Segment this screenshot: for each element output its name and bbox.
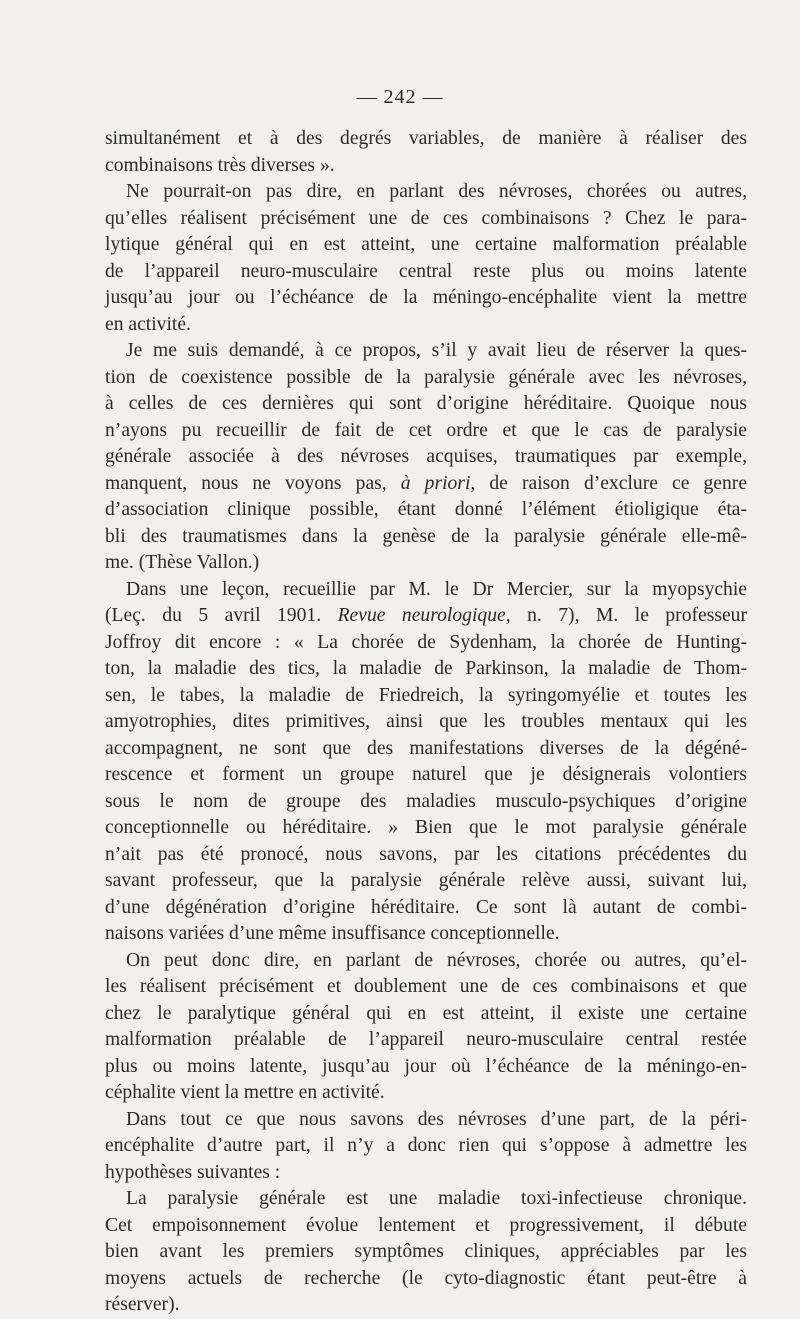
text-line <box>105 1213 747 1240</box>
text-line <box>105 709 747 736</box>
text-line <box>105 1186 747 1213</box>
text-line-main: sen, le tabes, la maladie de Friedreich, la syringomyélie et toutes les <box>105 684 747 706</box>
text-line-main: rescence et forment un groupe naturel que je désignerais volontiers <box>105 764 747 785</box>
text-line-main: simultanément et à des degrés variables, de manière à réaliser des <box>105 128 747 149</box>
text-line <box>105 1107 747 1134</box>
text-line <box>105 524 747 551</box>
text-line-main: Ne pourrait-on pas dire, en parlant des névroses, chorées ou autres, <box>126 181 747 202</box>
text-line <box>105 365 747 392</box>
text-line-main: moyens actuels de recherche (le cyto-diagnostic étant peut-être à <box>105 1267 747 1289</box>
text-line <box>105 1160 747 1187</box>
text-line <box>105 179 747 206</box>
text-line-main: à celles de ces dernières qui sont d’origine héréditaire. Quoique nous <box>105 393 747 414</box>
text-line-main: céphalite vient la mettre en activité. <box>105 1082 385 1103</box>
text-line-main: hypothèses suivantes : <box>105 1161 281 1183</box>
text-line-main: (Leç. du 5 avril 1901. <box>105 605 338 626</box>
text-line <box>105 1001 747 1028</box>
text-line-italic: à priori, <box>400 472 476 494</box>
text-line-main: amyotrophies, dites primitives, ainsi que les troubles mentaux qui les <box>105 711 747 732</box>
text-line-main: Joffroy dit encore : « La chorée de Sydenham, la chorée de Hunting- <box>105 631 747 653</box>
text-line-main: chez le paralytique général qui en est atteint, il existe une certaine <box>105 1002 747 1024</box>
text-line <box>105 206 747 233</box>
text-line-main: bien avant les premiers symptômes cliniques, appréciables par les <box>105 1241 747 1262</box>
text-line-main: manquent, nous ne voyons pas, <box>105 472 401 494</box>
text-line-main: malformation préalable de l’appareil neuro-musculaire central restée <box>105 1029 747 1050</box>
text-line-main: n’ayons pu recueillir de fait de cet ordre et que le cas de paralysie <box>105 419 747 441</box>
text-line-main: encéphalite d’autre part, il n’y a donc rien qui s’oppose à admettre les <box>105 1135 747 1156</box>
text-line <box>105 285 747 312</box>
text-line-main: n’ait pas été pronocé, nous savons, par les citations précédentes du <box>105 843 747 865</box>
text-line <box>105 577 747 604</box>
text-line-main: ton, la maladie des tics, la maladie de Parkinson, la maladie de Thom- <box>105 658 747 679</box>
text-line <box>105 550 747 577</box>
text-line-main: en activité. <box>105 313 191 335</box>
text-line <box>105 471 747 498</box>
text-line <box>105 1080 747 1107</box>
text-line <box>105 656 747 683</box>
text-line <box>105 1133 747 1160</box>
text-line-main: tion de coexistence possible de la paralysie générale avec les névroses, <box>105 366 747 388</box>
text-line-main: de l’appareil neuro-musculaire central reste plus ou moins latente <box>105 260 747 282</box>
text-line <box>105 842 747 869</box>
text-line-main: combinaisons très diverses ». <box>105 154 335 176</box>
text-line-main: plus ou moins latente, jusqu’au jour où l’échéance de la méningo-en- <box>105 1055 747 1077</box>
text-line <box>105 895 747 922</box>
text-line-main: savant professeur, que la paralysie générale relève aussi, suivant lui, <box>105 870 747 891</box>
text-line <box>105 789 747 816</box>
text-line <box>105 312 747 339</box>
text-line <box>105 683 747 710</box>
text-line <box>105 974 747 1001</box>
text-line-main: me. (Thèse Vallon.) <box>105 552 260 573</box>
text-line-italic: Revue neurologique, <box>337 605 511 626</box>
text-line <box>105 1266 747 1293</box>
text-line-main: les réalisent précisément et doublement une de ces combinaisons et que <box>105 976 747 997</box>
text-line <box>105 259 747 286</box>
text-line <box>105 1027 747 1054</box>
body-text <box>105 126 747 1319</box>
text-line-main: La paralysie générale est une maladie toxi-infectieuse chronique. <box>126 1188 747 1209</box>
text-line <box>105 921 747 948</box>
text-line-main: On peut donc dire, en parlant de névroses, chorée ou autres, qu’el- <box>126 949 747 971</box>
text-line-main: naisons variées d’une même insuffisance conceptionnelle. <box>105 923 560 944</box>
text-line-main: Dans une leçon, recueillie par M. le Dr Mercier, sur la myopsychie <box>126 578 747 600</box>
text-line <box>105 391 747 418</box>
text-line <box>105 444 747 471</box>
text-line-main: Dans tout ce que nous savons des névroses d’une part, de la péri- <box>126 1108 747 1130</box>
text-line-main: bli des traumatismes dans la genèse de la paralysie générale elle-mê- <box>105 525 747 547</box>
text-line <box>105 762 747 789</box>
text-line <box>105 815 747 842</box>
text-line-main: lytique général qui en est atteint, une certaine malformation préalable <box>105 234 747 255</box>
page-number: — 242 — <box>356 86 444 108</box>
text-line <box>105 232 747 259</box>
text-line <box>105 1054 747 1081</box>
text-line-main: qu’elles réalisent précisément une de ces combinaisons ? Chez le para- <box>105 207 747 229</box>
text-line <box>105 630 747 657</box>
text-line-main: conceptionnelle ou héréditaire. » Bien que le mot paralysie générale <box>105 817 747 838</box>
text-line-main: d’association clinique possible, étant donné l’élément étioligique éta- <box>105 499 747 520</box>
text-line <box>105 418 747 445</box>
text-line-main: réserver). <box>105 1294 180 1315</box>
text-line-tail: de raison d’exclure ce genre <box>475 472 748 494</box>
text-line <box>105 736 747 763</box>
text-line <box>105 948 747 975</box>
text-line-main: Je me suis demandé, à ce propos, s’il y avait lieu de réserver la ques- <box>126 340 747 361</box>
text-line-main: sous le nom de groupe des maladies musculo-psychiques d’origine <box>105 790 747 812</box>
text-line <box>105 1292 747 1319</box>
text-line <box>105 126 747 153</box>
text-line-main: jusqu’au jour ou l’échéance de la méningo-encéphalite vient la mettre <box>105 287 747 308</box>
text-line <box>105 338 747 365</box>
text-line <box>105 603 747 630</box>
text-line <box>105 1239 747 1266</box>
text-line-main: d’une dégénération d’origine héréditaire. Ce sont là autant de combi- <box>105 896 747 918</box>
text-line-main: Cet empoisonnement évolue lentement et progressivement, il débute <box>105 1214 747 1236</box>
text-line-tail: n. 7), M. le professeur <box>510 605 747 626</box>
text-line-main: générale associée à des névroses acquises, traumatiques par exemple, <box>105 446 747 467</box>
text-line <box>105 497 747 524</box>
text-line-main: accompagnent, ne sont que des manifestations diverses de la dégéné- <box>105 737 747 759</box>
text-line <box>105 868 747 895</box>
text-line <box>105 153 747 180</box>
